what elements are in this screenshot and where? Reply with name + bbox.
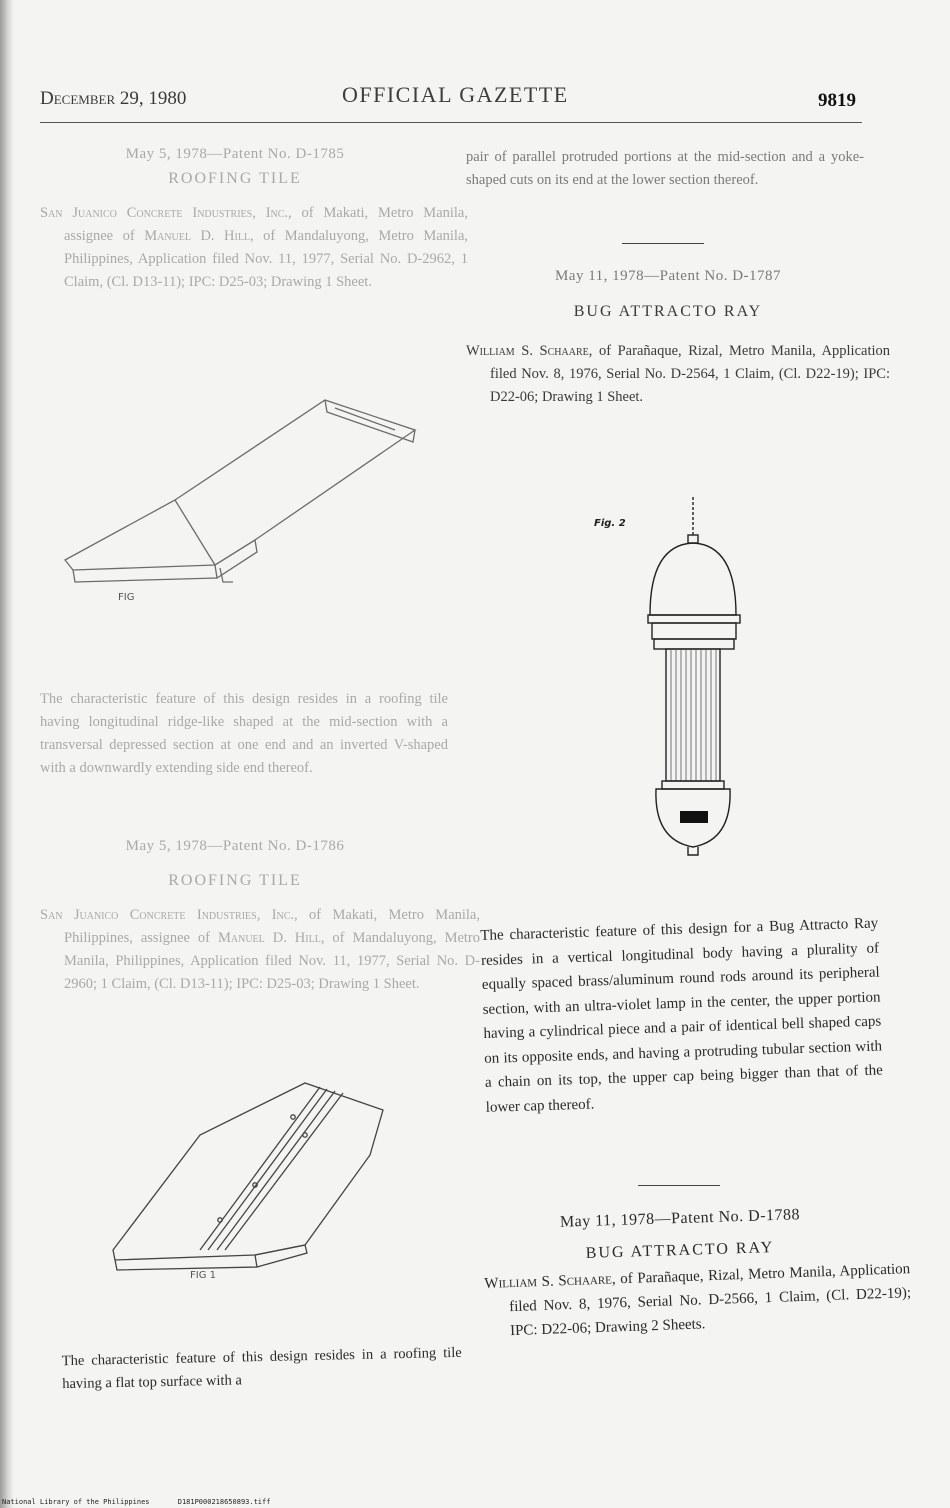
entry-1-inventor: Manuel D. Hill [144,228,251,244]
entry-3-inventor: William S. Schaare [466,343,589,359]
separator-1 [622,243,704,244]
bug-attracto-ray-drawing [640,495,760,865]
entry-2-inventor-text: , of Mandaluyong, Metro Manila, Philippines, Application filed Nov. 11, 1977, Serial No. D-2960; 1 Claim, (Cl. D13-11); IPC: D25-03; Drawing 1 Sheet. [64,930,481,992]
roofing-tile-drawing-1 [55,390,465,605]
page-number: 9819 [818,90,856,111]
entry-1-description: The characteristic feature of this design resides in a roofing tile having longitudinal ridge-like shaped at the mid-section with a transversal depressed section at one end and an inverted V-shaped with a downwardly extending side end thereof. [40,691,448,776]
scan-binding-edge [0,0,14,1508]
scan-footer [2,1498,270,1506]
entry-1-figure-label: FIG [118,592,135,603]
entry-2-description-continued: pair of parallel protruded portions at the mid-section and a yoke-shaped cuts on its end at the lower section thereof. [466,149,864,188]
entry-3-inventor-text: , of Parañaque, Rizal, Metro Manila, Application filed Nov. 8, 1976, Serial No. D-2564, 1 Claim, (Cl. D22-19); IPC: D22-06; Drawing 1 Sheet. [490,343,891,405]
separator-2 [638,1185,720,1186]
entry-3-title: BUG ATTRACTO RAY [573,303,763,320]
entry-3-figure-label: Fig. 2 [594,518,626,529]
entry-4-filing [484,1257,912,1344]
footer-library: National Library of the Philippines [2,1498,150,1506]
entry-4-inventor-text: , of Parañaque, Rizal, Metro Manila, Application filed Nov. 8, 1976, Serial No. D-2566, 1 Claim, (Cl. D22-19); IPC: D22-06; Drawing 2 Sheets. [508,1261,912,1340]
entry-2-title: ROOFING TILE [168,872,302,889]
entry-4-inventor: William S. Schaare [484,1271,613,1292]
entry-2-assignee-text: , of Makati, Metro Manila, Philippines, assignee of [64,907,480,946]
entry-1-title: ROOFING TILE [168,170,302,187]
entry-1-filing [40,202,468,294]
page-title: OFFICIAL GAZETTE [342,82,569,107]
footer-file-id: D181P000218650893.tiff [177,1498,271,1506]
roofing-tile-drawing-2 [105,1075,395,1275]
entry-2-description: The characteristic feature of this design resides in a roofing tile having a flat top surface with a [61,1344,462,1393]
header-date: December 29, 1980 [40,88,187,109]
header-rule [40,122,862,123]
entry-3-filing [466,340,890,409]
entry-2-inventor: Manuel D. Hill [217,930,321,946]
entry-1-inventor-text: , of Mandaluyong, Metro Manila, Philippines, Application filed Nov. 11, 1977, Serial No. D-2962, 1 Claim, (Cl. D13-11); IPC: D25-03; Drawing 1 Sheet. [64,228,469,290]
entry-2-figure-label: FIG 1 [190,1270,216,1281]
entry-4-date-line: May 11, 1978—Patent No. D-1788 [559,1206,801,1231]
entry-2-date-line: May 5, 1978—Patent No. D-1786 [125,838,345,854]
entry-3-description: The characteristic feature of this design for a Bug Attracto Ray resides in a vertical longitudinal body having a plurality of equally spaced brass/aluminum round rods around its peripheral section, with an ultra-violet lamp in the center, the upper portion having a cylindrical piece and a pair of identical bell shaped caps on its opposite ends, and having a protruding tubular section with a chain on its top, the upper cap being bigger than that of the lower cap thereof. [480,915,884,1116]
entry-1-assignee: San Juanico Concrete Industries, Inc. [40,205,289,221]
entry-4-title: BUG ATTRACTO RAY [585,1239,775,1262]
entry-2-filing [40,904,480,996]
entry-1-assignee-text: , of Makati, Metro Manila, assignee of [64,205,468,244]
entry-2-assignee: San Juanico Concrete Industries, Inc. [40,907,295,923]
entry-3-date-line: May 11, 1978—Patent No. D-1787 [554,268,782,284]
entry-1-date-line: May 5, 1978—Patent No. D-1785 [125,146,345,162]
